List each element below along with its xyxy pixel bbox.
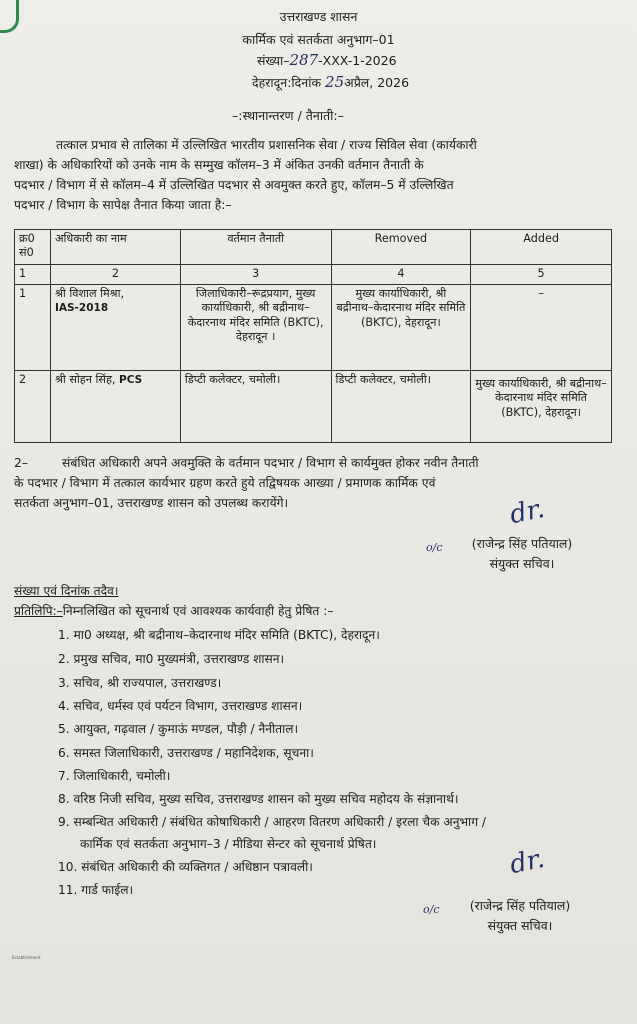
removed-posting: मुख्य कार्याधिकारी, श्री बद्रीनाथ–केदारनाथ मंदिर समिति (BKTC), देहरादून। (331, 284, 471, 370)
govt-name: उत्तराखण्ड शासन (279, 9, 358, 24)
list-item: 3. सचिव, श्री राज्यपाल, उत्तराखण्ड। (58, 676, 222, 690)
header-name: अधिकारी का नाम (50, 230, 180, 265)
current-posting: डिप्टी कलेक्टर, चमोली। (180, 370, 331, 442)
signatory-name: (राजेन्द्र सिंह पतियाल) (471, 536, 573, 551)
handwritten-number: 287 (289, 51, 319, 69)
copy-to-line: प्रतिलिपि:–निम्नलिखित को सूचनार्थ एवं आवश्यक कार्यवाही हेतु प्रेषित :– (14, 604, 334, 618)
signature-scrawl: dr. (507, 493, 548, 531)
header-removed: Removed (331, 230, 471, 265)
column-number-row: 1 2 3 4 5 (15, 265, 612, 285)
oc-mark: o/c (423, 903, 440, 916)
current-posting: जिलाधिकारी–रूद्रप्रयाग, मुख्य कार्याधिकारी, श्री बद्रीनाथ–केदारनाथ मंदिर समिति (BKTC), देहरादून । (180, 284, 331, 370)
transfer-table (14, 229, 612, 443)
list-item: 1. मा0 अध्यक्ष, श्री बद्रीनाथ–केदारनाथ मंदिर समिति (BKTC), देहरादून। (58, 628, 380, 642)
table-header-row (15, 230, 612, 265)
list-item: 8. वरिष्ठ निजी सचिव, मुख्य सचिव, उत्तराखण्ड शासन को मुख्य सचिव महोदय के संज्ञानार्थ। (58, 792, 459, 806)
intro-paragraph: तत्काल प्रभाव से तालिका में उल्लिखित भारतीय प्रशासनिक सेवा / राज्य सिविल सेवा (कार्यकारी शाखा) के अधिकारियों को उनके नाम के सम्मुख कॉलम–3 में अंकित उनकी वर्तमान तैनाती के पदभार / विभाग में से कॉलम–4 में उल्लिखित पदभार से अवमुक्त करते हुए, कॉलम–5 में उल्लिखित पदभार / विभाग के सापेक्ष तैनात किया जाता है:– (14, 138, 477, 212)
signatory-designation: संयुक्त सचिव। (489, 556, 555, 571)
signature-block (442, 534, 602, 574)
added-posting: – (471, 284, 612, 370)
added-posting: मुख्य कार्याधिकारी, श्री बद्रीनाथ–केदारनाथ मंदिर समिति (BKTC), देहरादून। (471, 370, 612, 442)
handwritten-date: 25 (325, 73, 345, 91)
order-date: देहरादून:दिनांक 25अप्रैल, 2026 (252, 73, 410, 91)
table-row: 2 श्री सोहन सिंह, PCS डिप्टी कलेक्टर, चमोली। डिप्टी कलेक्टर, चमोली। मुख्य कार्याधिकारी, श्री बद्रीनाथ–केदारनाथ मंदिर समिति (BKTC), देहरादून। (15, 370, 612, 442)
list-item: 6. समस्त जिलाधिकारी, उत्तराखण्ड / महानिदेशक, सूचना। (58, 746, 314, 760)
signature-scrawl: dr. (507, 843, 548, 881)
list-item: 9. सम्बन्धित अधिकारी / संबंधित कोषाधिकारी / आहरण वितरण अधिकारी / इरला चैक अनुभाग / (58, 815, 487, 829)
list-item: 4. सचिव, धर्मस्व एवं पर्यटन विभाग, उत्तराखण्ड शासन। (58, 699, 303, 713)
signature-block (440, 896, 600, 936)
header-current: वर्तमान तैनाती (180, 230, 331, 265)
list-item: 5. आयुक्त, गढ़वाल / कुमाऊं मण्डल, पौड़ी / नैनीताल। (58, 722, 299, 736)
order-number: संख्या–287-XXX-1-2026 (257, 51, 397, 69)
removed-posting: डिप्टी कलेक्टर, चमोली। (331, 370, 471, 442)
footer-note: Establishment (12, 955, 41, 960)
list-item: 2. प्रमुख सचिव, मा0 मुख्यमंत्री, उत्तराखण्ड शासन। (58, 652, 285, 666)
table-row: 1 श्री विशाल मिश्रा, IAS-2018 जिलाधिकारी–रूद्रप्रयाग, मुख्य कार्याधिकारी, श्री बद्रीनाथ–केदारनाथ मंदिर समिति (BKTC), देहरादून । मुख्य कार्याधिकारी, श्री बद्रीनाथ–केदारनाथ मंदिर समिति (BKTC), देहरादून। – (15, 284, 612, 370)
number-date-same: संख्या एवं दिनांक तदैव। (14, 584, 119, 598)
oc-mark: o/c (426, 541, 443, 554)
subject-line: –:स्थानान्तरण / तैनाती:– (232, 108, 344, 123)
list-item: 11. गार्ड फाईल। (58, 883, 134, 897)
paragraph-2: 2– संबंधित अधिकारी अपने अवमुक्ति के वर्तमान पदभार / विभाग से कार्यमुक्त होकर नवीन तैनाती के पदभार / विभाग में तत्काल कार्यभार ग्रहण करते हुये तद्विषयक आख्या / प्रमाणक कार्मिक एवं सतर्कता अनुभाग–01, उत्तराखण्ड शासन को उपलब्ध करायेंगे। (14, 456, 479, 510)
officer-name: श्री सोहन सिंह, PCS (50, 370, 180, 442)
list-item-continued: कार्मिक एवं सतर्कता अनुभाग–3 / मीडिया सेन्टर को सूचनार्थ प्रेषित। (80, 837, 377, 851)
header-sno: क्र0 सं0 (15, 230, 51, 265)
header-added: Added (471, 230, 612, 265)
signatory-name: (राजेन्द्र सिंह पतियाल) (469, 898, 571, 913)
department-name: कार्मिक एवं सतर्कता अनुभाग–01 (242, 32, 395, 47)
officer-name: श्री विशाल मिश्रा, IAS-2018 (50, 284, 180, 370)
list-item: 7. जिलाधिकारी, चमोली। (58, 769, 171, 783)
list-item: 10. संबंधित अधिकारी की व्यक्तिगत / अधिष्ठान पत्रावली। (58, 860, 313, 874)
signatory-designation: संयुक्त सचिव। (487, 918, 553, 933)
